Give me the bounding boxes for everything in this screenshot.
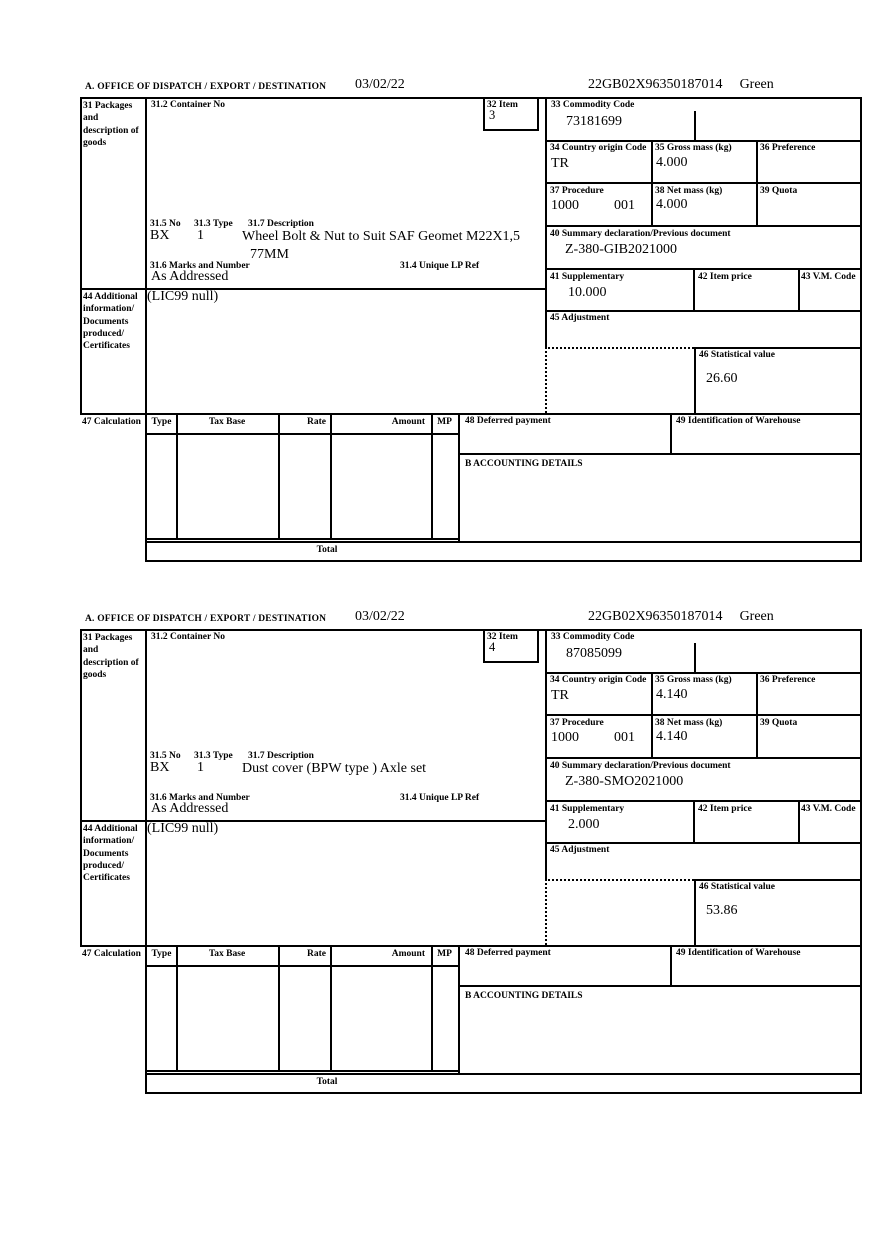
grid-line — [670, 945, 672, 985]
package-kind-value: BX — [150, 760, 170, 775]
box44-label: 44 Additional information/ Documents produced/ Certificates — [83, 824, 138, 884]
box49-label: 49 Identification of Warehouse — [676, 948, 801, 958]
goods-description-line2: 77MM — [250, 247, 289, 263]
grid-line — [330, 945, 332, 1070]
accounting-details-label: B ACCOUNTING DETAILS — [465, 991, 583, 1001]
procedure-code-value: 1000 — [551, 198, 579, 213]
grid-line — [176, 945, 178, 1070]
total-row-label: Total — [316, 545, 338, 555]
net-mass-value: 4.000 — [656, 197, 688, 212]
grid-line — [545, 842, 862, 844]
calc-col-rate-header: Rate — [307, 949, 326, 959]
box45-label: 45 Adjustment — [550, 845, 610, 855]
commodity-code-value: 87085099 — [566, 646, 622, 661]
grid-line — [80, 97, 82, 413]
box37-label: 37 Procedure — [550, 186, 604, 196]
box47-label: 47 Calculation — [82, 949, 141, 959]
package-kind-value: BX — [150, 228, 170, 243]
mrn-row — [588, 609, 774, 625]
box35-label: 35 Gross mass (kg) — [655, 143, 732, 153]
grid-line — [693, 268, 695, 310]
box31-3-label: 31.3 Type — [194, 751, 233, 761]
grid-line — [431, 945, 433, 1070]
total-row-label: Total — [316, 1077, 338, 1087]
box38-label: 38 Net mass (kg) — [655, 718, 723, 728]
mrn-row — [588, 77, 774, 93]
procedure-extra-value: 001 — [614, 730, 635, 745]
box31-label: 31 Packages and description of goods — [83, 101, 139, 149]
box42-label: 42 Item price — [698, 272, 752, 282]
grid-line — [545, 225, 862, 227]
box48-label: 48 Deferred payment — [465, 948, 551, 958]
goods-description-value — [242, 760, 554, 778]
grid-line — [80, 629, 862, 631]
box39-label: 39 Quota — [760, 186, 798, 196]
box31-4-label: 31.4 Unique LP Ref — [400, 793, 480, 803]
grid-line — [694, 643, 696, 672]
grid-line — [545, 182, 862, 184]
grid-line — [145, 629, 147, 1094]
calc-col-mp-header: MP — [437, 417, 452, 427]
box31-label: 31 Packages and description of goods — [83, 633, 139, 681]
grid-line — [147, 1073, 862, 1075]
declaration-item-section — [0, 0, 882, 562]
grid-line — [651, 672, 653, 757]
grid-line — [458, 453, 862, 455]
calc-col-type-header: Type — [151, 949, 172, 959]
box48-label: 48 Deferred payment — [465, 416, 551, 426]
net-mass-value: 4.140 — [656, 729, 688, 744]
box34-label: 34 Country origin Code — [550, 675, 647, 685]
grid-line — [278, 945, 280, 1070]
grid-line — [693, 800, 695, 842]
dotted-grid-line — [545, 347, 694, 349]
package-count-value: 1 — [197, 760, 204, 775]
goods-description-line1: Wheel Bolt & Nut to Suit SAF Geomet M22X1,5 — [242, 229, 521, 244]
box31-7-label: 31.7 Description — [248, 751, 314, 761]
box33-label: 33 Commodity Code — [551, 100, 635, 110]
box41-label: 41 Supplementary — [550, 272, 625, 282]
grid-line — [80, 629, 82, 945]
box32-label: 32 Item — [487, 632, 518, 642]
box31-3-label: 31.3 Type — [194, 219, 233, 229]
grid-line — [147, 965, 458, 967]
gross-mass-value: 4.140 — [656, 687, 688, 702]
box40-label: 40 Summary declaration/Previous document — [550, 229, 731, 239]
box42-label: 42 Item price — [698, 804, 752, 814]
grid-line — [860, 629, 862, 1094]
grid-line — [694, 347, 696, 413]
previous-document-value: Z-380-SMO2021000 — [565, 774, 684, 789]
grid-line — [545, 714, 862, 716]
calc-col-amount-header: Amount — [391, 417, 425, 427]
goods-description-line1: Dust cover (BPW type ) Axle set — [242, 761, 427, 776]
grid-line — [537, 97, 539, 131]
dotted-grid-line — [545, 879, 694, 881]
box46-label: 46 Statistical value — [699, 882, 775, 892]
mrn-value: 22GB02X96350187014 — [588, 609, 723, 624]
box31-5-label: 31.5 No — [150, 219, 181, 229]
box38-label: 38 Net mass (kg) — [655, 186, 723, 196]
box31-4-label: 31.4 Unique LP Ref — [400, 261, 480, 271]
office-of-dispatch-label: A. OFFICE OF DISPATCH / EXPORT / DESTINATION — [85, 614, 327, 624]
box44-label: 44 Additional information/ Documents produced/ Certificates — [83, 292, 138, 352]
supplementary-units-value: 2.000 — [568, 817, 600, 832]
calc-col-mp-header: MP — [437, 949, 452, 959]
grid-line — [145, 1092, 862, 1094]
grid-line — [798, 800, 800, 842]
statistical-value: 53.86 — [706, 903, 738, 918]
grid-line — [278, 413, 280, 538]
box31-5-label: 31.5 No — [150, 751, 181, 761]
calc-col-amount-header: Amount — [391, 949, 425, 959]
marks-and-number-value: As Addressed — [151, 269, 229, 284]
procedure-code-value: 1000 — [551, 730, 579, 745]
box31-2-label: 31.2 Container No — [151, 632, 225, 642]
grid-line — [537, 629, 539, 663]
grid-line — [651, 140, 653, 225]
item-number-value: 3 — [489, 108, 496, 122]
grid-line — [545, 672, 862, 674]
grid-line — [545, 97, 547, 347]
previous-document-value: Z-380-GIB2021000 — [565, 242, 677, 257]
grid-line — [483, 97, 485, 131]
box31-6-label: 31.6 Marks and Number — [150, 793, 250, 803]
box33-label: 33 Commodity Code — [551, 632, 635, 642]
grid-line — [694, 111, 696, 140]
grid-line — [860, 97, 862, 562]
grid-line — [483, 129, 539, 131]
box46-label: 46 Statistical value — [699, 350, 775, 360]
box36-label: 36 Preference — [760, 675, 816, 685]
calc-col-type-header: Type — [151, 417, 172, 427]
grid-line — [80, 413, 862, 415]
grid-line — [147, 433, 458, 435]
grid-line — [458, 413, 460, 541]
box43-label: 43 V.M. Code — [801, 272, 856, 282]
acceptance-date-value: 03/02/22 — [355, 609, 405, 624]
grid-line — [147, 1070, 458, 1072]
package-count-value: 1 — [197, 228, 204, 243]
routing-status-value: Green — [739, 609, 774, 624]
grid-line — [545, 800, 862, 802]
acceptance-date-value: 03/02/22 — [355, 77, 405, 92]
box34-label: 34 Country origin Code — [550, 143, 647, 153]
marks-and-number-value: As Addressed — [151, 801, 229, 816]
gross-mass-value: 4.000 — [656, 155, 688, 170]
box31-2-label: 31.2 Container No — [151, 100, 225, 110]
additional-info-value: (LIC99 null) — [147, 821, 219, 836]
calc-col-taxbase-header: Tax Base — [208, 949, 246, 959]
grid-line — [694, 879, 862, 881]
goods-description-value — [242, 228, 554, 264]
dotted-grid-line — [545, 347, 547, 413]
grid-line — [756, 140, 758, 225]
commodity-code-value: 73181699 — [566, 114, 622, 129]
box41-label: 41 Supplementary — [550, 804, 625, 814]
grid-line — [458, 985, 862, 987]
grid-line — [483, 629, 485, 663]
grid-line — [145, 97, 147, 562]
country-origin-value: TR — [551, 688, 569, 703]
grid-line — [545, 629, 547, 879]
box45-label: 45 Adjustment — [550, 313, 610, 323]
statistical-value: 26.60 — [706, 371, 738, 386]
grid-line — [458, 945, 460, 1073]
grid-line — [545, 268, 862, 270]
box31-7-label: 31.7 Description — [248, 219, 314, 229]
box49-label: 49 Identification of Warehouse — [676, 416, 801, 426]
box40-label: 40 Summary declaration/Previous document — [550, 761, 731, 771]
box47-label: 47 Calculation — [82, 417, 141, 427]
dotted-grid-line — [545, 879, 547, 945]
grid-line — [545, 757, 862, 759]
box31-6-label: 31.6 Marks and Number — [150, 261, 250, 271]
grid-line — [694, 347, 862, 349]
declaration-item-section — [0, 532, 882, 1094]
mrn-value: 22GB02X96350187014 — [588, 77, 723, 92]
supplementary-units-value: 10.000 — [568, 285, 607, 300]
box43-label: 43 V.M. Code — [801, 804, 856, 814]
grid-line — [80, 945, 862, 947]
accounting-details-label: B ACCOUNTING DETAILS — [465, 459, 583, 469]
grid-line — [694, 879, 696, 945]
calc-col-rate-header: Rate — [307, 417, 326, 427]
grid-line — [330, 413, 332, 538]
office-of-dispatch-label: A. OFFICE OF DISPATCH / EXPORT / DESTINATION — [85, 82, 327, 92]
box35-label: 35 Gross mass (kg) — [655, 675, 732, 685]
routing-status-value: Green — [739, 77, 774, 92]
grid-line — [80, 97, 862, 99]
procedure-extra-value: 001 — [614, 198, 635, 213]
grid-line — [670, 413, 672, 453]
grid-line — [756, 672, 758, 757]
grid-line — [545, 310, 862, 312]
box37-label: 37 Procedure — [550, 718, 604, 728]
grid-line — [176, 413, 178, 538]
grid-line — [545, 140, 862, 142]
grid-line — [431, 413, 433, 538]
box36-label: 36 Preference — [760, 143, 816, 153]
calc-col-taxbase-header: Tax Base — [208, 417, 246, 427]
box39-label: 39 Quota — [760, 718, 798, 728]
country-origin-value: TR — [551, 156, 569, 171]
grid-line — [483, 661, 539, 663]
grid-line — [798, 268, 800, 310]
box32-label: 32 Item — [487, 100, 518, 110]
additional-info-value: (LIC99 null) — [147, 289, 219, 304]
item-number-value: 4 — [489, 640, 496, 654]
